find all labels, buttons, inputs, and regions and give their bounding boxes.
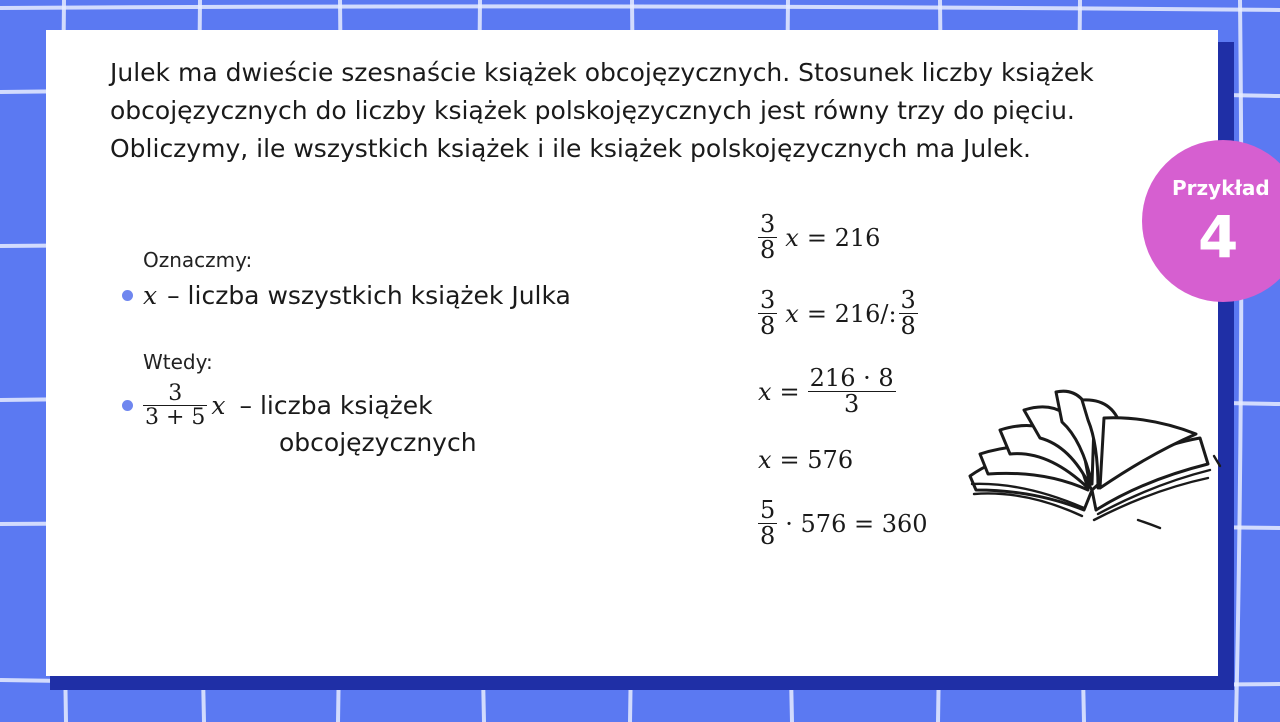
equation-4 xyxy=(758,446,853,474)
variable-x: x xyxy=(211,391,226,421)
definition-text-2: – liczba książek xyxy=(239,391,433,421)
equation-1 xyxy=(758,212,880,263)
variable-x: x xyxy=(785,299,799,328)
variable-x: x xyxy=(143,281,158,310)
fraction: $\frac{3}{8}$ xyxy=(760,286,776,341)
variable-x: x xyxy=(758,377,772,406)
equation-rhs: = 216 xyxy=(806,223,881,252)
variable-x: x xyxy=(785,223,799,252)
definition-item-2 xyxy=(122,382,433,429)
fraction-numerator: 3 xyxy=(168,381,183,406)
bullet-dot xyxy=(122,290,133,301)
bullet-dot xyxy=(122,400,133,411)
definition-text-2-cont: obcojęzycznych xyxy=(279,428,477,457)
equation-rhs: · 576 = 360 xyxy=(785,509,928,538)
equation-rhs: = 216/: xyxy=(806,299,897,328)
equation-rhs: = 576 xyxy=(779,446,854,474)
fraction: $\frac{216 \cdot 8}{3}$ xyxy=(809,364,894,419)
equals-sign: = xyxy=(779,377,800,406)
definition-text-1: – liczba wszystkich książek Julka xyxy=(167,281,571,310)
equation-2 xyxy=(758,288,918,339)
equation-5 xyxy=(758,498,928,549)
fraction-denominator: 3 + 5 xyxy=(145,405,206,431)
fraction-divisor: $\frac{3}{8}$ xyxy=(900,286,916,341)
content-card xyxy=(46,30,1218,676)
equation-3 xyxy=(758,366,896,417)
denote-heading: Oznaczmy: xyxy=(143,248,253,272)
fraction: $\frac{3}{8}$ xyxy=(760,210,776,265)
variable-x: x xyxy=(758,446,772,474)
badge-number: 4 xyxy=(1198,203,1239,271)
fraction-ratio xyxy=(143,382,207,429)
definition-item-1 xyxy=(122,281,571,310)
open-book-icon xyxy=(964,380,1234,540)
problem-statement: Julek ma dwieście szesnaście książek obcojęzycznych. Stosunek liczby książek obcojęzycznych do liczby książek polskojęzycznych jest równy trzy do pięciu. Obliczymy, ile wszystkich książek i ile książek polskojęzycznych ma Julek. xyxy=(110,58,1094,163)
fraction: $\frac{5}{8}$ xyxy=(760,496,776,551)
badge-label: Przykład xyxy=(1172,176,1270,200)
then-heading: Wtedy: xyxy=(143,350,213,374)
